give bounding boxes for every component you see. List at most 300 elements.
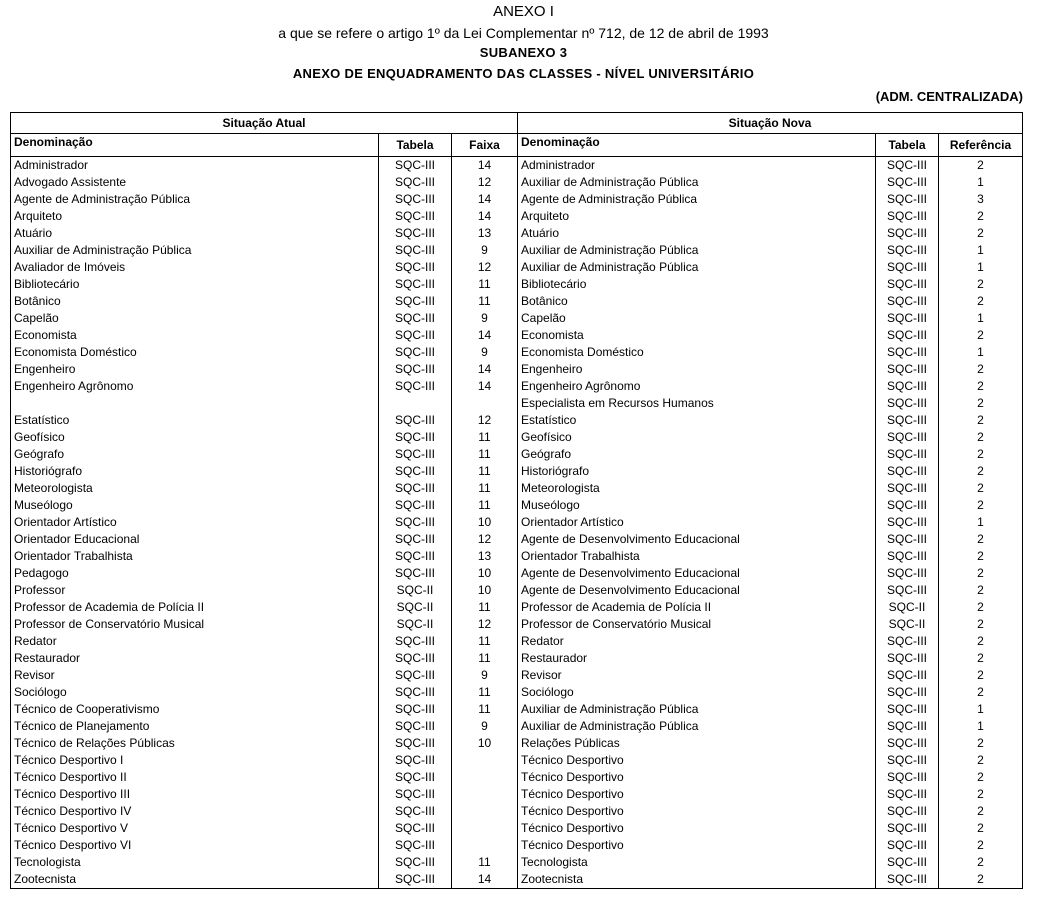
cell-denominacao-nova: Técnico Desportivo xyxy=(518,769,876,786)
table-row xyxy=(11,412,1023,429)
cell-faixa: 9 xyxy=(452,718,518,735)
table-row xyxy=(11,854,1023,871)
cell-tabela-nova: SQC-III xyxy=(876,718,939,735)
table-row xyxy=(11,191,1023,208)
cell-referencia: 2 xyxy=(939,582,1023,599)
cell-faixa: 11 xyxy=(452,446,518,463)
cell-tabela-atual: SQC-III xyxy=(379,463,452,480)
cell-denominacao-nova: Relações Públicas xyxy=(518,735,876,752)
cell-denominacao-atual: Técnico de Planejamento xyxy=(11,718,379,735)
cell-faixa: 11 xyxy=(452,293,518,310)
cell-referencia: 2 xyxy=(939,650,1023,667)
table-row xyxy=(11,429,1023,446)
cell-denominacao-nova: Professor de Academia de Polícia II xyxy=(518,599,876,616)
cell-denominacao-atual: Meteorologista xyxy=(11,480,379,497)
cell-denominacao-atual xyxy=(11,395,379,412)
cell-tabela-atual: SQC-III xyxy=(379,650,452,667)
cell-denominacao-atual: Auxiliar de Administração Pública xyxy=(11,242,379,259)
cell-faixa xyxy=(452,752,518,769)
cell-referencia: 2 xyxy=(939,293,1023,310)
cell-denominacao-atual: Pedagogo xyxy=(11,565,379,582)
table-row xyxy=(11,378,1023,395)
table-row xyxy=(11,820,1023,837)
cell-denominacao-atual: Técnico de Cooperativismo xyxy=(11,701,379,718)
cell-denominacao-atual: Restaurador xyxy=(11,650,379,667)
cell-denominacao-atual: Sociólogo xyxy=(11,684,379,701)
cell-tabela-nova: SQC-III xyxy=(876,327,939,344)
cell-denominacao-nova: Meteorologista xyxy=(518,480,876,497)
group-new-situation: Situação Nova xyxy=(518,113,1023,134)
cell-denominacao-nova: Técnico Desportivo xyxy=(518,837,876,854)
subannex-title: SUBANEXO 3 xyxy=(479,45,568,60)
cell-referencia: 2 xyxy=(939,837,1023,854)
cell-denominacao-nova: Auxiliar de Administração Pública xyxy=(518,174,876,191)
cell-faixa: 14 xyxy=(452,378,518,395)
cell-referencia: 2 xyxy=(939,446,1023,463)
cell-denominacao-nova: Técnico Desportivo xyxy=(518,786,876,803)
cell-referencia: 1 xyxy=(939,718,1023,735)
cell-tabela-atual: SQC-III xyxy=(379,718,452,735)
cell-tabela-nova: SQC-III xyxy=(876,650,939,667)
cell-denominacao-nova: Economista Doméstico xyxy=(518,344,876,361)
cell-referencia: 2 xyxy=(939,803,1023,820)
cell-tabela-nova: SQC-III xyxy=(876,565,939,582)
cell-referencia: 2 xyxy=(939,480,1023,497)
cell-referencia: 1 xyxy=(939,344,1023,361)
cell-tabela-nova: SQC-III xyxy=(876,752,939,769)
cell-referencia: 2 xyxy=(939,497,1023,514)
cell-referencia: 2 xyxy=(939,395,1023,412)
cell-tabela-atual: SQC-III xyxy=(379,174,452,191)
cell-tabela-atual: SQC-III xyxy=(379,242,452,259)
table-row xyxy=(11,786,1023,803)
cell-referencia: 2 xyxy=(939,225,1023,242)
cell-denominacao-atual: Arquiteto xyxy=(11,208,379,225)
cell-faixa: 11 xyxy=(452,854,518,871)
cell-referencia: 2 xyxy=(939,769,1023,786)
cell-denominacao-atual: Geofísico xyxy=(11,429,379,446)
cell-denominacao-atual: Atuário xyxy=(11,225,379,242)
cell-tabela-nova: SQC-III xyxy=(876,871,939,889)
cell-faixa: 11 xyxy=(452,480,518,497)
table-row xyxy=(11,497,1023,514)
cell-denominacao-nova: Historiógrafo xyxy=(518,463,876,480)
cell-tabela-nova: SQC-III xyxy=(876,276,939,293)
cell-denominacao-atual: Orientador Trabalhista xyxy=(11,548,379,565)
cell-tabela-nova: SQC-III xyxy=(876,820,939,837)
cell-tabela-nova: SQC-III xyxy=(876,667,939,684)
cell-denominacao-atual: Estatístico xyxy=(11,412,379,429)
cell-tabela-atual: SQC-III xyxy=(379,412,452,429)
cell-faixa xyxy=(452,803,518,820)
cell-tabela-nova: SQC-III xyxy=(876,310,939,327)
cell-tabela-atual: SQC-III xyxy=(379,514,452,531)
cell-tabela-atual: SQC-III xyxy=(379,157,452,175)
col-faixa: Faixa xyxy=(452,134,518,157)
cell-referencia: 2 xyxy=(939,854,1023,871)
cell-tabela-nova: SQC-III xyxy=(876,684,939,701)
cell-faixa: 14 xyxy=(452,361,518,378)
cell-faixa: 14 xyxy=(452,871,518,889)
cell-tabela-atual: SQC-III xyxy=(379,429,452,446)
cell-denominacao-nova: Professor de Conservatório Musical xyxy=(518,616,876,633)
cell-tabela-atual: SQC-III xyxy=(379,378,452,395)
cell-faixa: 9 xyxy=(452,242,518,259)
cell-denominacao-nova: Agente de Desenvolvimento Educacional xyxy=(518,531,876,548)
cell-referencia: 2 xyxy=(939,412,1023,429)
cell-denominacao-nova: Especialista em Recursos Humanos xyxy=(518,395,876,412)
table-row xyxy=(11,531,1023,548)
cell-faixa: 11 xyxy=(452,429,518,446)
cell-tabela-nova: SQC-III xyxy=(876,480,939,497)
cell-denominacao-atual: Zootecnista xyxy=(11,871,379,889)
cell-faixa: 11 xyxy=(452,463,518,480)
cell-tabela-atual: SQC-III xyxy=(379,667,452,684)
table-row xyxy=(11,548,1023,565)
cell-denominacao-atual: Engenheiro xyxy=(11,361,379,378)
cell-tabela-atual: SQC-III xyxy=(379,854,452,871)
cell-faixa: 11 xyxy=(452,633,518,650)
cell-denominacao-atual: Avaliador de Imóveis xyxy=(11,259,379,276)
cell-denominacao-nova: Auxiliar de Administração Pública xyxy=(518,718,876,735)
cell-tabela-nova: SQC-III xyxy=(876,293,939,310)
cell-denominacao-nova: Restaurador xyxy=(518,650,876,667)
table-row xyxy=(11,803,1023,820)
cell-faixa: 11 xyxy=(452,599,518,616)
cell-tabela-nova: SQC-III xyxy=(876,361,939,378)
cell-denominacao-atual: Redator xyxy=(11,633,379,650)
table-row xyxy=(11,344,1023,361)
table-row xyxy=(11,599,1023,616)
cell-referencia: 2 xyxy=(939,820,1023,837)
cell-referencia: 3 xyxy=(939,191,1023,208)
table-row xyxy=(11,769,1023,786)
cell-tabela-nova: SQC-III xyxy=(876,208,939,225)
table-row xyxy=(11,446,1023,463)
cell-tabela-atual: SQC-III xyxy=(379,225,452,242)
table-row xyxy=(11,225,1023,242)
cell-faixa: 12 xyxy=(452,259,518,276)
col-tabela: Tabela xyxy=(379,134,452,157)
cell-referencia: 1 xyxy=(939,514,1023,531)
cell-tabela-nova: SQC-III xyxy=(876,548,939,565)
cell-referencia: 2 xyxy=(939,157,1023,175)
cell-denominacao-nova: Auxiliar de Administração Pública xyxy=(518,701,876,718)
cell-tabela-nova: SQC-III xyxy=(876,412,939,429)
cell-faixa: 10 xyxy=(452,582,518,599)
cell-denominacao-atual: Orientador Educacional xyxy=(11,531,379,548)
cell-denominacao-atual: Revisor xyxy=(11,667,379,684)
cell-denominacao-nova: Geofísico xyxy=(518,429,876,446)
cell-tabela-atual: SQC-II xyxy=(379,616,452,633)
cell-faixa: 13 xyxy=(452,225,518,242)
cell-tabela-nova: SQC-III xyxy=(876,191,939,208)
cell-denominacao-atual: Administrador xyxy=(11,157,379,175)
table-row xyxy=(11,684,1023,701)
cell-referencia: 2 xyxy=(939,531,1023,548)
cell-denominacao-nova: Revisor xyxy=(518,667,876,684)
cell-tabela-nova: SQC-III xyxy=(876,633,939,650)
cell-tabela-atual: SQC-II xyxy=(379,599,452,616)
cell-referencia: 2 xyxy=(939,752,1023,769)
cell-denominacao-atual: Economista xyxy=(11,327,379,344)
cell-referencia: 1 xyxy=(939,242,1023,259)
cell-denominacao-atual: Tecnologista xyxy=(11,854,379,871)
cell-faixa: 10 xyxy=(452,565,518,582)
cell-denominacao-nova: Técnico Desportivo xyxy=(518,752,876,769)
cell-denominacao-atual: Advogado Assistente xyxy=(11,174,379,191)
cell-tabela-nova: SQC-III xyxy=(876,446,939,463)
cell-tabela-atual: SQC-III xyxy=(379,820,452,837)
cell-tabela-nova: SQC-III xyxy=(876,463,939,480)
cell-tabela-atual: SQC-III xyxy=(379,446,452,463)
document-title: ANEXO DE ENQUADRAMENTO DAS CLASSES - NÍVEL UNIVERSITÁRIO xyxy=(292,66,755,81)
cell-tabela-nova: SQC-III xyxy=(876,769,939,786)
cell-faixa: 14 xyxy=(452,208,518,225)
col-referencia: Referência xyxy=(939,134,1023,157)
cell-referencia: 2 xyxy=(939,616,1023,633)
cell-tabela-nova: SQC-III xyxy=(876,735,939,752)
cell-tabela-atual: SQC-III xyxy=(379,497,452,514)
col-denominacao-nova: Denominação xyxy=(518,134,876,157)
cell-tabela-atual: SQC-III xyxy=(379,344,452,361)
cell-faixa: 12 xyxy=(452,412,518,429)
cell-denominacao-nova: Museólogo xyxy=(518,497,876,514)
cell-tabela-nova: SQC-III xyxy=(876,225,939,242)
cell-faixa: 10 xyxy=(452,514,518,531)
cell-tabela-nova: SQC-III xyxy=(876,429,939,446)
cell-faixa: 12 xyxy=(452,616,518,633)
cell-tabela-atual: SQC-III xyxy=(379,191,452,208)
cell-referencia: 2 xyxy=(939,429,1023,446)
cell-tabela-atual: SQC-III xyxy=(379,548,452,565)
cell-tabela-atual: SQC-III xyxy=(379,480,452,497)
cell-tabela-nova: SQC-III xyxy=(876,582,939,599)
cell-denominacao-nova: Agente de Desenvolvimento Educacional xyxy=(518,582,876,599)
table-row xyxy=(11,293,1023,310)
cell-faixa xyxy=(452,786,518,803)
cell-tabela-atual: SQC-III xyxy=(379,786,452,803)
cell-denominacao-nova: Sociólogo xyxy=(518,684,876,701)
cell-tabela-nova: SQC-III xyxy=(876,395,939,412)
cell-referencia: 2 xyxy=(939,786,1023,803)
cell-denominacao-atual: Bibliotecário xyxy=(11,276,379,293)
column-header-row xyxy=(11,134,1023,157)
cell-tabela-nova: SQC-III xyxy=(876,837,939,854)
cell-tabela-atual: SQC-III xyxy=(379,208,452,225)
cell-tabela-nova: SQC-III xyxy=(876,786,939,803)
cell-denominacao-nova: Estatístico xyxy=(518,412,876,429)
group-header-row xyxy=(11,113,1023,134)
cell-faixa: 12 xyxy=(452,174,518,191)
cell-denominacao-nova: Técnico Desportivo xyxy=(518,820,876,837)
cell-tabela-atual: SQC-III xyxy=(379,633,452,650)
cell-tabela-nova: SQC-III xyxy=(876,344,939,361)
cell-faixa: 11 xyxy=(452,684,518,701)
cell-tabela-nova: SQC-III xyxy=(876,157,939,175)
cell-faixa xyxy=(452,820,518,837)
table-row xyxy=(11,701,1023,718)
cell-faixa: 11 xyxy=(452,276,518,293)
cell-tabela-nova: SQC-III xyxy=(876,259,939,276)
table-row xyxy=(11,633,1023,650)
cell-tabela-atual: SQC-III xyxy=(379,837,452,854)
cell-tabela-nova: SQC-III xyxy=(876,514,939,531)
cell-denominacao-nova: Administrador xyxy=(518,157,876,175)
cell-denominacao-atual: Professor xyxy=(11,582,379,599)
cell-referencia: 2 xyxy=(939,871,1023,889)
cell-tabela-nova: SQC-III xyxy=(876,803,939,820)
cell-tabela-nova: SQC-III xyxy=(876,854,939,871)
cell-denominacao-atual: Técnico Desportivo I xyxy=(11,752,379,769)
cell-faixa: 9 xyxy=(452,667,518,684)
cell-referencia: 2 xyxy=(939,361,1023,378)
cell-tabela-atual: SQC-III xyxy=(379,871,452,889)
cell-referencia: 2 xyxy=(939,735,1023,752)
cell-denominacao-nova: Geógrafo xyxy=(518,446,876,463)
cell-faixa: 14 xyxy=(452,157,518,175)
cell-referencia: 1 xyxy=(939,174,1023,191)
table-row xyxy=(11,157,1023,175)
cell-tabela-atual: SQC-III xyxy=(379,803,452,820)
cell-denominacao-nova: Orientador Trabalhista xyxy=(518,548,876,565)
table-row xyxy=(11,276,1023,293)
table-row xyxy=(11,242,1023,259)
cell-tabela-atual: SQC-III xyxy=(379,531,452,548)
cell-tabela-atual: SQC-II xyxy=(379,582,452,599)
cell-faixa: 12 xyxy=(452,531,518,548)
cell-faixa: 11 xyxy=(452,701,518,718)
cell-denominacao-nova: Economista xyxy=(518,327,876,344)
cell-denominacao-nova: Bibliotecário xyxy=(518,276,876,293)
cell-denominacao-atual: Professor de Conservatório Musical xyxy=(11,616,379,633)
cell-denominacao-atual: Técnico Desportivo II xyxy=(11,769,379,786)
cell-faixa xyxy=(452,769,518,786)
cell-tabela-atual: SQC-III xyxy=(379,735,452,752)
cell-faixa: 11 xyxy=(452,650,518,667)
cell-faixa: 9 xyxy=(452,344,518,361)
cell-faixa: 11 xyxy=(452,497,518,514)
cell-faixa xyxy=(452,837,518,854)
cell-referencia: 2 xyxy=(939,208,1023,225)
cell-tabela-atual: SQC-III xyxy=(379,752,452,769)
annex-title: ANEXO I xyxy=(493,3,554,20)
cell-denominacao-nova: Botânico xyxy=(518,293,876,310)
cell-referencia: 2 xyxy=(939,548,1023,565)
cell-tabela-atual: SQC-III xyxy=(379,684,452,701)
cell-denominacao-nova: Zootecnista xyxy=(518,871,876,889)
table-row xyxy=(11,480,1023,497)
cell-denominacao-nova: Capelão xyxy=(518,310,876,327)
cell-denominacao-nova: Tecnologista xyxy=(518,854,876,871)
cell-referencia: 2 xyxy=(939,327,1023,344)
cell-denominacao-atual: Capelão xyxy=(11,310,379,327)
cell-faixa: 14 xyxy=(452,327,518,344)
cell-tabela-nova: SQC-II xyxy=(876,616,939,633)
table-row xyxy=(11,174,1023,191)
cell-denominacao-atual: Agente de Administração Pública xyxy=(11,191,379,208)
cell-tabela-atual: SQC-III xyxy=(379,310,452,327)
table-row xyxy=(11,361,1023,378)
cell-tabela-atual: SQC-III xyxy=(379,327,452,344)
cell-tabela-nova: SQC-II xyxy=(876,599,939,616)
cell-denominacao-nova: Redator xyxy=(518,633,876,650)
scope-label: (ADM. CENTRALIZADA) xyxy=(875,89,1023,104)
cell-denominacao-atual: Engenheiro Agrônomo xyxy=(11,378,379,395)
table-row xyxy=(11,327,1023,344)
table-row xyxy=(11,514,1023,531)
table-row xyxy=(11,735,1023,752)
table-row xyxy=(11,718,1023,735)
cell-denominacao-nova: Auxiliar de Administração Pública xyxy=(518,242,876,259)
cell-denominacao-atual: Botânico xyxy=(11,293,379,310)
cell-referencia: 1 xyxy=(939,259,1023,276)
cell-tabela-atual: SQC-III xyxy=(379,259,452,276)
cell-denominacao-nova: Técnico Desportivo xyxy=(518,803,876,820)
cell-denominacao-atual: Técnico Desportivo IV xyxy=(11,803,379,820)
cell-tabela-nova: SQC-III xyxy=(876,378,939,395)
group-current-situation: Situação Atual xyxy=(11,113,518,134)
table-row xyxy=(11,208,1023,225)
cell-faixa: 9 xyxy=(452,310,518,327)
cell-denominacao-atual: Técnico Desportivo III xyxy=(11,786,379,803)
cell-tabela-atual: SQC-III xyxy=(379,293,452,310)
cell-referencia: 2 xyxy=(939,633,1023,650)
cell-denominacao-atual: Historiógrafo xyxy=(11,463,379,480)
cell-denominacao-nova: Engenheiro Agrônomo xyxy=(518,378,876,395)
cell-tabela-nova: SQC-III xyxy=(876,174,939,191)
cell-denominacao-atual: Técnico Desportivo V xyxy=(11,820,379,837)
cell-denominacao-atual: Museólogo xyxy=(11,497,379,514)
cell-faixa: 10 xyxy=(452,735,518,752)
table-row xyxy=(11,565,1023,582)
cell-tabela-atual: SQC-III xyxy=(379,701,452,718)
cell-referencia: 2 xyxy=(939,463,1023,480)
cell-denominacao-atual: Geógrafo xyxy=(11,446,379,463)
cell-denominacao-nova: Arquiteto xyxy=(518,208,876,225)
cell-tabela-atual: SQC-III xyxy=(379,565,452,582)
cell-tabela-atual xyxy=(379,395,452,412)
cell-referencia: 2 xyxy=(939,684,1023,701)
cell-referencia: 2 xyxy=(939,276,1023,293)
cell-faixa xyxy=(452,395,518,412)
cell-referencia: 2 xyxy=(939,565,1023,582)
cell-denominacao-nova: Agente de Desenvolvimento Educacional xyxy=(518,565,876,582)
table-row xyxy=(11,667,1023,684)
cell-referencia: 2 xyxy=(939,378,1023,395)
cell-denominacao-atual: Economista Doméstico xyxy=(11,344,379,361)
cell-denominacao-nova: Orientador Artístico xyxy=(518,514,876,531)
table-row xyxy=(11,310,1023,327)
table-row xyxy=(11,259,1023,276)
cell-denominacao-atual: Técnico Desportivo VI xyxy=(11,837,379,854)
table-row xyxy=(11,871,1023,889)
classification-table xyxy=(10,112,1023,889)
cell-referencia: 2 xyxy=(939,667,1023,684)
cell-faixa: 13 xyxy=(452,548,518,565)
col-tabela-nova: Tabela xyxy=(876,134,939,157)
cell-denominacao-nova: Atuário xyxy=(518,225,876,242)
cell-tabela-atual: SQC-III xyxy=(379,769,452,786)
table-row xyxy=(11,582,1023,599)
table-row xyxy=(11,463,1023,480)
cell-tabela-nova: SQC-III xyxy=(876,497,939,514)
cell-referencia: 2 xyxy=(939,599,1023,616)
cell-denominacao-nova: Auxiliar de Administração Pública xyxy=(518,259,876,276)
table-row xyxy=(11,752,1023,769)
cell-tabela-nova: SQC-III xyxy=(876,701,939,718)
law-reference: a que se refere o artigo 1º da Lei Complementar nº 712, de 12 de abril de 1993 xyxy=(278,25,769,41)
